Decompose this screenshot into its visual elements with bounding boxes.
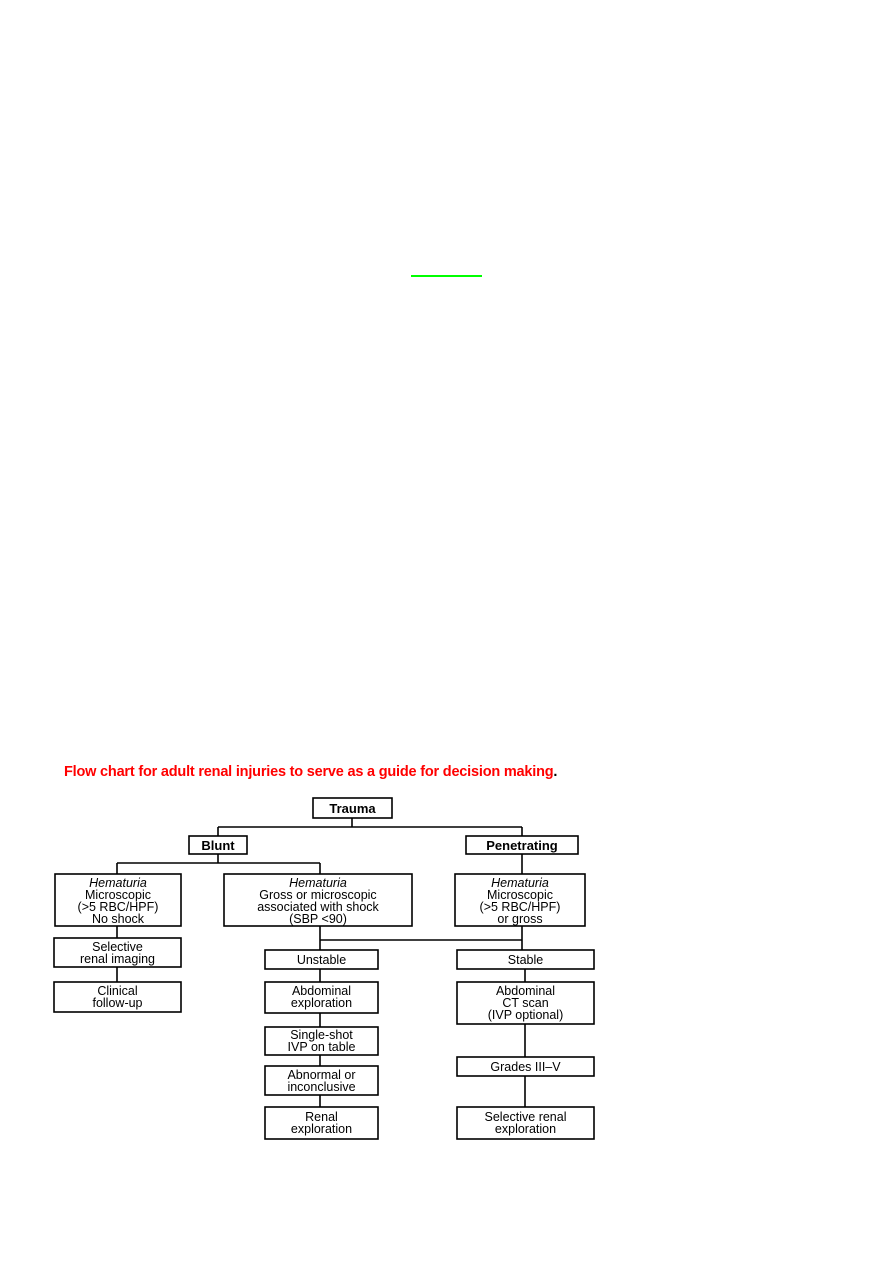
node-clinical-followup — [54, 982, 181, 1012]
svg-text:exploration: exploration — [494, 1122, 557, 1136]
svg-text:Renal: Renal — [305, 1110, 338, 1124]
svg-text:(IVP optional): (IVP optional) — [487, 1008, 564, 1022]
svg-text:IVP on table: IVP on table — [287, 1040, 356, 1054]
svg-text:Unstable: Unstable — [296, 953, 347, 967]
node-unstable — [265, 950, 378, 969]
svg-text:No shock: No shock — [91, 912, 145, 926]
svg-text:inconclusive: inconclusive — [287, 1080, 356, 1094]
node-grades — [457, 1057, 594, 1076]
svg-text:Abdominal: Abdominal — [291, 984, 352, 998]
svg-text:Abdominal: Abdominal — [495, 984, 556, 998]
node-blunt-label: Blunt — [201, 838, 235, 853]
hematuria-word: Hematuria — [491, 876, 549, 890]
node-stable — [457, 950, 594, 969]
svg-text:Grades III–V: Grades III–V — [490, 1060, 561, 1074]
svg-text:Clinical: Clinical — [97, 984, 138, 998]
svg-text:renal imaging: renal imaging — [79, 952, 156, 966]
node-trauma-label: Trauma — [329, 801, 376, 816]
node-blunt-hematuria — [55, 874, 181, 926]
svg-text:CT scan: CT scan — [502, 996, 549, 1010]
node-selective-exploration — [457, 1107, 594, 1139]
svg-text:(>5 RBC/HPF): (>5 RBC/HPF) — [479, 900, 561, 914]
svg-text:Abnormal or: Abnormal or — [287, 1068, 356, 1082]
node-renal-exploration — [265, 1107, 378, 1139]
svg-text:exploration: exploration — [290, 1122, 353, 1136]
svg-text:(SBP <90): (SBP <90) — [289, 912, 347, 926]
node-abdominal-exploration — [265, 982, 378, 1013]
node-single-shot-ivp — [265, 1027, 378, 1055]
svg-text:Microscopic: Microscopic — [85, 888, 151, 902]
hematuria-word: Hematuria — [89, 876, 147, 890]
node-selective-imaging — [54, 938, 181, 967]
svg-text:Selective: Selective — [92, 940, 143, 954]
node-trauma — [313, 798, 392, 818]
node-shock-hematuria — [224, 874, 412, 926]
svg-text:Single-shot: Single-shot — [290, 1028, 353, 1042]
svg-text:(>5 RBC/HPF): (>5 RBC/HPF) — [77, 900, 159, 914]
svg-text:Selective renal: Selective renal — [484, 1110, 567, 1124]
svg-text:follow-up: follow-up — [92, 996, 143, 1010]
node-blunt — [189, 836, 247, 854]
figure-caption: Flow chart for adult renal injuries to serve as a guide for decision making. — [64, 764, 558, 780]
svg-text:exploration: exploration — [290, 996, 353, 1010]
svg-text:Microscopic: Microscopic — [487, 888, 553, 902]
node-penetrating — [466, 836, 578, 854]
svg-text:or gross: or gross — [497, 912, 543, 926]
svg-text:Gross or microscopic: Gross or microscopic — [259, 888, 377, 902]
svg-text:associated with shock: associated with shock — [257, 900, 379, 914]
node-penetrating-label: Penetrating — [486, 838, 558, 853]
node-penetrating-hematuria — [455, 874, 585, 926]
node-abnormal-inconclusive — [265, 1066, 378, 1095]
hematuria-word: Hematuria — [289, 876, 347, 890]
node-ct-scan — [457, 982, 594, 1024]
svg-text:Stable: Stable — [507, 953, 544, 967]
